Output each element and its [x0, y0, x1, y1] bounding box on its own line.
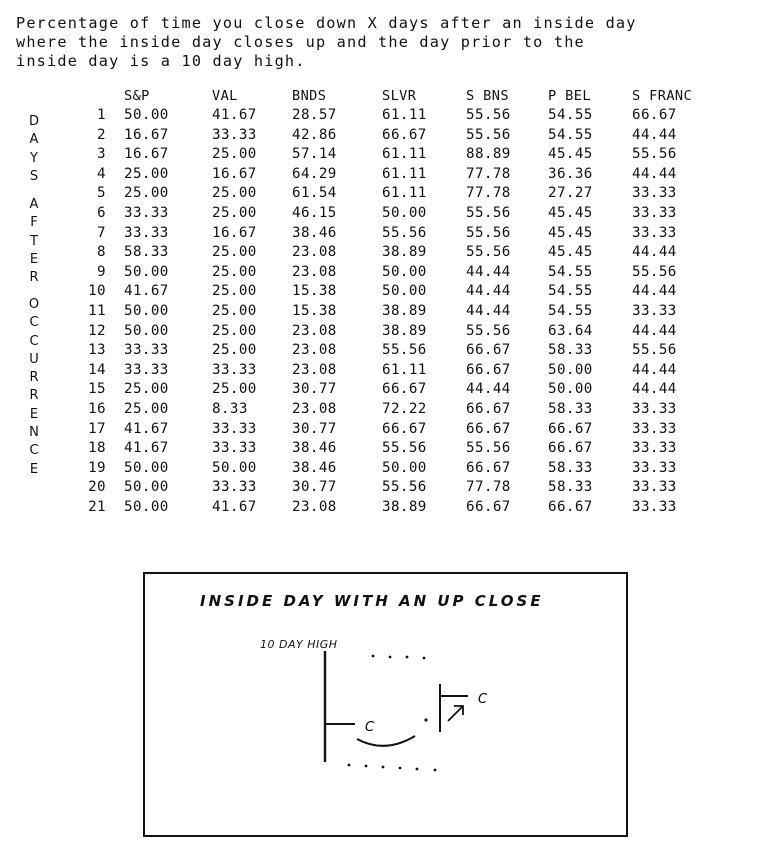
table-cell: 58.33 [548, 401, 593, 417]
table-cell: 55.56 [382, 479, 427, 496]
table-cell: 45.45 [548, 224, 593, 241]
table-cell: 55.56 [466, 126, 511, 143]
inside-day-figure [143, 572, 628, 837]
side-label-letter: T [30, 233, 38, 249]
side-label-letter: U [29, 351, 39, 367]
table-cell: 55.56 [382, 342, 427, 359]
table-cell: 54.55 [548, 107, 593, 123]
table-cell: 44.44 [466, 381, 511, 398]
table-cell: 45.45 [548, 146, 593, 163]
day-number: 11 [88, 303, 106, 319]
table-cell: 66.67 [548, 440, 593, 457]
table-cell: 45.45 [548, 244, 593, 261]
table-cell: 30.77 [292, 381, 337, 398]
table-cell: 55.56 [382, 440, 427, 457]
day-number: 21 [88, 499, 106, 515]
table-cell: 44.44 [466, 263, 511, 280]
table-cell: 72.22 [382, 401, 427, 417]
table-cell: 61.11 [382, 165, 427, 182]
table-cell: 25.00 [212, 244, 257, 261]
table-cell: 16.67 [212, 224, 257, 241]
day-number: 3 [97, 146, 106, 163]
table-cell: 44.44 [466, 283, 511, 300]
side-label-letter: C [29, 333, 39, 349]
table-cell: 27.27 [548, 185, 593, 202]
table-cell: 25.00 [212, 185, 257, 202]
table-cell: 66.67 [548, 499, 593, 515]
day-number: 16 [88, 401, 106, 417]
table-cell: 41.67 [212, 107, 257, 123]
table-cell: 41.67 [124, 420, 169, 437]
table-cell: 50.00 [124, 263, 169, 280]
table-cell: 38.89 [382, 303, 427, 319]
column-header: P BEL [548, 88, 591, 104]
table-cell: 23.08 [292, 499, 337, 515]
intro-line-1: Percentage of time you close down X days after an inside day [16, 14, 637, 32]
table-cell: 54.55 [548, 126, 593, 143]
day-number: 9 [97, 263, 106, 280]
table-cell: 55.56 [632, 263, 677, 280]
table-cell: 44.44 [466, 303, 511, 319]
table-cell: 54.55 [548, 303, 593, 319]
table-cell: 33.33 [212, 420, 257, 437]
table-cell: 25.00 [212, 205, 257, 221]
table-cell: 66.67 [632, 107, 677, 123]
table-cell: 33.33 [124, 342, 169, 359]
table-cell: 33.33 [632, 185, 677, 202]
table-cell: 38.89 [382, 244, 427, 261]
inside-day-curve [357, 736, 415, 746]
table-cell: 58.33 [548, 459, 593, 476]
table-cell: 88.89 [466, 146, 511, 163]
table-cell: 33.33 [212, 126, 257, 143]
table-cell: 25.00 [212, 146, 257, 163]
table-cell: 66.67 [382, 126, 427, 143]
table-cell: 66.67 [466, 361, 511, 378]
table-cell: 25.00 [124, 381, 169, 398]
table-cell: 66.67 [466, 459, 511, 476]
table-cell: 55.56 [466, 244, 511, 261]
low-dots [348, 764, 437, 772]
table-cell: 25.00 [212, 322, 257, 339]
side-label-after [26, 196, 42, 287]
table-cell: 25.00 [212, 283, 257, 300]
table-cell: 30.77 [292, 420, 337, 437]
side-label-letter: C [29, 443, 39, 459]
side-label-occurrence [26, 296, 42, 479]
table-cell: 25.00 [212, 342, 257, 359]
table-cell: 50.00 [212, 459, 257, 476]
day-number: 13 [88, 342, 106, 359]
table-cell: 23.08 [292, 342, 337, 359]
table-cell: 33.33 [632, 420, 677, 437]
table-cell: 66.67 [466, 420, 511, 437]
table-cell: 30.77 [292, 479, 337, 496]
table-cell: 44.44 [632, 165, 677, 182]
table-cell: 63.64 [548, 322, 593, 339]
table-cell: 61.11 [382, 146, 427, 163]
table-cell: 58.33 [548, 342, 593, 359]
day-number: 7 [97, 224, 106, 241]
table-cell: 38.89 [382, 322, 427, 339]
table-cell: 23.08 [292, 401, 337, 417]
table-cell: 33.33 [632, 499, 677, 515]
table-cell: 28.57 [292, 107, 337, 123]
table-cell: 58.33 [124, 244, 169, 261]
table-cell: 25.00 [124, 401, 169, 417]
table-cell: 41.67 [124, 440, 169, 457]
table-cell: 33.33 [632, 440, 677, 457]
table-cell: 55.56 [382, 224, 427, 241]
table-cell: 54.55 [548, 263, 593, 280]
table-cell: 16.67 [124, 126, 169, 143]
up-arrow [448, 706, 463, 721]
intro-text [16, 14, 637, 71]
high-dots [372, 655, 426, 660]
column-header: BNDS [292, 88, 327, 104]
table-cell: 55.56 [466, 205, 511, 221]
table-cell: 50.00 [124, 322, 169, 339]
table-cell: 55.56 [632, 342, 677, 359]
table-cell: 44.44 [632, 381, 677, 398]
close-label-1: C [365, 720, 375, 735]
table-cell: 44.44 [632, 126, 677, 143]
column-header: S FRANC [632, 88, 693, 104]
table-cell: 33.33 [632, 224, 677, 241]
table-cell: 57.14 [292, 146, 337, 163]
table-cell: 44.44 [632, 283, 677, 300]
side-label-letter: E [29, 251, 39, 267]
side-label-letter: R [29, 270, 39, 286]
side-label-letter: A [29, 197, 39, 212]
table-cell: 33.33 [632, 401, 677, 417]
table-cell: 66.67 [466, 342, 511, 359]
table-cell: 50.00 [124, 107, 169, 123]
day-number: 5 [97, 185, 106, 202]
table-cell: 16.67 [212, 165, 257, 182]
table-cell: 77.78 [466, 185, 511, 202]
table-cell: 25.00 [212, 381, 257, 398]
table-cell: 33.33 [632, 459, 677, 476]
table-cell: 50.00 [124, 479, 169, 496]
day-number: 19 [88, 459, 106, 476]
intro-line-2: where the inside day closes up and the day prior to the [16, 33, 585, 51]
table-cell: 33.33 [212, 440, 257, 457]
table-cell: 33.33 [124, 205, 169, 221]
table-cell: 23.08 [292, 322, 337, 339]
table-cell: 33.33 [632, 303, 677, 319]
table-cell: 33.33 [124, 224, 169, 241]
table-cell: 38.46 [292, 224, 337, 241]
table-cell: 41.67 [212, 499, 257, 515]
side-label-letter: E [29, 406, 39, 422]
table-cell: 61.11 [382, 361, 427, 378]
day-number: 1 [97, 107, 106, 123]
table-cell: 23.08 [292, 361, 337, 378]
side-label-letter: F [30, 215, 38, 231]
table-cell: 44.44 [632, 244, 677, 261]
day-number: 17 [88, 420, 106, 437]
day-number: 2 [97, 126, 106, 143]
table-cell: 50.00 [382, 459, 427, 476]
table-cell: 66.67 [382, 381, 427, 398]
day-number: 10 [88, 283, 106, 300]
table-cell: 50.00 [382, 283, 427, 300]
day-number: 12 [88, 322, 106, 339]
table-cell: 23.08 [292, 244, 337, 261]
table-cell: 55.56 [466, 440, 511, 457]
figure-title: INSIDE DAY WITH AN UP CLOSE [200, 592, 544, 610]
day-number: 4 [97, 165, 106, 182]
table-cell: 42.86 [292, 126, 337, 143]
side-label-letter: R [29, 388, 39, 404]
table-cell: 50.00 [382, 205, 427, 221]
column-header: VAL [212, 88, 238, 104]
table-cell: 50.00 [124, 459, 169, 476]
table-cell: 16.67 [124, 146, 169, 163]
column-header: SLVR [382, 88, 417, 104]
table-cell: 44.44 [632, 322, 677, 339]
side-label-letter: Y [30, 150, 38, 166]
table-cell: 50.00 [124, 499, 169, 515]
table-cell: 45.45 [548, 205, 593, 221]
table-cell: 15.38 [292, 283, 337, 300]
table-cell: 50.00 [382, 263, 427, 280]
table-cell: 66.67 [466, 401, 511, 417]
ten-day-high-label: 10 DAY HIGH [260, 638, 338, 651]
table-cell: 61.54 [292, 185, 337, 202]
side-label-days [26, 113, 42, 186]
inside-day-sketch [145, 574, 626, 835]
table-cell: 46.15 [292, 205, 337, 221]
table-cell: 50.00 [124, 303, 169, 319]
table-cell: 15.38 [292, 303, 337, 319]
table-cell: 36.36 [548, 165, 593, 182]
side-label-letter: A [29, 132, 39, 148]
side-label-letter: O [28, 297, 40, 312]
side-label-letter: R [29, 370, 39, 386]
table-cell: 55.56 [632, 146, 677, 163]
table-cell: 66.67 [382, 420, 427, 437]
table-cell: 8.33 [212, 401, 248, 417]
table-cell: 54.55 [548, 283, 593, 300]
table-cell: 50.00 [548, 361, 593, 378]
table-cell: 55.56 [466, 224, 511, 241]
day-number: 8 [97, 244, 106, 261]
day-number: 20 [88, 479, 106, 496]
table-cell: 33.33 [124, 361, 169, 378]
side-label-letter: S [29, 168, 39, 184]
table-cell: 64.29 [292, 165, 337, 182]
intro-line-3: inside day is a 10 day high. [16, 52, 306, 70]
table-cell: 66.67 [466, 499, 511, 515]
table-cell: 55.56 [466, 322, 511, 339]
table-cell: 77.78 [466, 479, 511, 496]
table-cell: 38.46 [292, 440, 337, 457]
table-cell: 33.33 [212, 361, 257, 378]
table-cell: 66.67 [548, 420, 593, 437]
table-cell: 61.11 [382, 185, 427, 202]
table-cell: 25.00 [212, 263, 257, 280]
table-cell: 58.33 [548, 479, 593, 496]
side-label-letter: C [29, 315, 39, 331]
day-number: 15 [88, 381, 106, 398]
side-label-letter: E [29, 461, 39, 477]
table-cell: 41.67 [124, 283, 169, 300]
table-cell: 25.00 [124, 185, 169, 202]
side-label-letter: D [28, 114, 39, 129]
table-cell: 50.00 [548, 381, 593, 398]
table-cell: 38.89 [382, 499, 427, 515]
table-cell: 33.33 [632, 479, 677, 496]
close-label-2: C [478, 692, 488, 707]
day-number: 14 [88, 361, 106, 378]
table-cell: 61.11 [382, 107, 427, 123]
column-header: S&P [124, 88, 150, 104]
side-label-letter: N [29, 425, 39, 441]
table-cell: 77.78 [466, 165, 511, 182]
table-cell: 55.56 [466, 107, 511, 123]
table-cell: 23.08 [292, 263, 337, 280]
column-header: S BNS [466, 88, 509, 104]
day-number: 6 [97, 205, 106, 221]
day-number: 18 [88, 440, 106, 457]
table-cell: 33.33 [632, 205, 677, 221]
table-cell: 25.00 [124, 165, 169, 182]
table-cell: 33.33 [212, 479, 257, 496]
table-cell: 25.00 [212, 303, 257, 319]
table-cell: 38.46 [292, 459, 337, 476]
table-cell: 44.44 [632, 361, 677, 378]
